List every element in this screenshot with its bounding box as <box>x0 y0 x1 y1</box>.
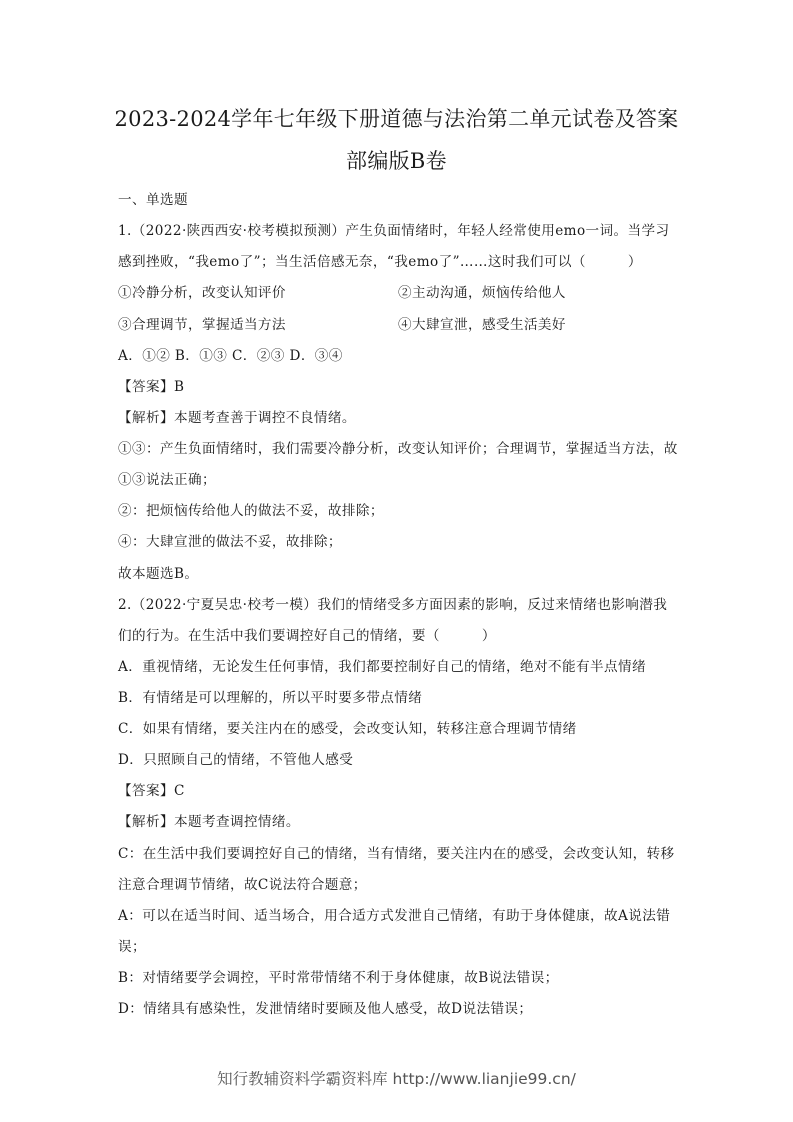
q1-explain-line1: ①③：产生负面情绪时，我们需要冷静分析，改变认知评价；合理调节，掌握适当方法，故 <box>118 441 678 457</box>
q2-option-a: A．重视情绪，无论发生任何事情，我们都要控制好自己的情绪，绝对不能有半点情绪 <box>118 659 646 675</box>
q2-explain-line4: 误； <box>118 939 146 955</box>
q1-conclusion: 故本题选B。 <box>118 566 199 582</box>
q1-explain-line2: ①③说法正确； <box>118 472 216 488</box>
q1-choices: A．①② B．①③ C．②③ D．③④ <box>118 348 343 364</box>
q1-stem-line2: 感到挫败，“我emo了”；当生活倍感无奈，“我emo了”……这时我们可以（ ） <box>118 254 642 270</box>
q2-option-c: C．如果有情绪，要关注内在的感受，会改变认知，转移注意合理调节情绪 <box>118 721 577 737</box>
section-heading: 一、单选题 <box>118 192 188 208</box>
q1-stem-line1: 1.（2022·陕西西安·校考模拟预测）产生负面情绪时，年轻人经常使用emo一词。当学习 <box>118 223 670 239</box>
q1-explain-line3: ②：把烦恼传给他人的做法不妥，故排除； <box>118 503 384 519</box>
q1-option-3: ③合理调节，掌握适当方法 <box>118 317 286 333</box>
document-subtitle: 部编版B卷 <box>346 149 447 173</box>
document-title: 2023-2024学年七年级下册道德与法治第二单元试卷及答案 <box>114 107 679 131</box>
q1-option-1: ①冷静分析，改变认知评价 <box>118 285 286 301</box>
footer-watermark: 知行教辅资料学霸资料库 http://www.lianjie99.cn/ <box>217 1070 576 1088</box>
q1-answer: 【答案】B <box>118 379 185 395</box>
q2-explain-line5: B：对情绪要学会调控，平时常带情绪不利于身体健康，故B说法错误； <box>118 970 559 986</box>
q2-answer: 【答案】C <box>118 783 185 799</box>
q1-option-4: ④大肆宣泄，感受生活美好 <box>398 317 566 333</box>
q2-explain-line1: C：在生活中我们要调控好自己的情绪，当有情绪，要关注内在的感受，会改变认知，转移 <box>118 846 675 862</box>
q2-explain-line2: 注意合理调节情绪，故C说法符合题意； <box>118 877 367 893</box>
q2-option-b: B．有情绪是可以理解的，所以平时要多带点情绪 <box>118 690 423 706</box>
q2-explain-line3: A：可以在适当时间、适当场合，用合适方式发泄自己情绪，有助于身体健康，故A说法错 <box>118 908 671 924</box>
q2-explain-line6: D：情绪具有感染性，发泄情绪时要顾及他人感受，故D说法错误； <box>118 1001 533 1017</box>
q2-stem-line2: 们的行为。在生活中我们要调控好自己的情绪，要（ ） <box>118 628 496 644</box>
q2-analysis: 【解析】本题考查调控情绪。 <box>118 814 300 830</box>
q1-analysis: 【解析】本题考查善于调控不良情绪。 <box>118 410 356 426</box>
q1-explain-line4: ④：大肆宣泄的做法不妥，故排除； <box>118 534 342 550</box>
q2-stem-line1: 2.（2022·宁夏吴忠·校考一模）我们的情绪受多方面因素的影响，反过来情绪也影响潜我 <box>118 597 668 613</box>
q2-option-d: D．只照顾自己的情绪，不管他人感受 <box>118 752 354 768</box>
q1-option-2: ②主动沟通，烦恼传给他人 <box>398 285 566 301</box>
